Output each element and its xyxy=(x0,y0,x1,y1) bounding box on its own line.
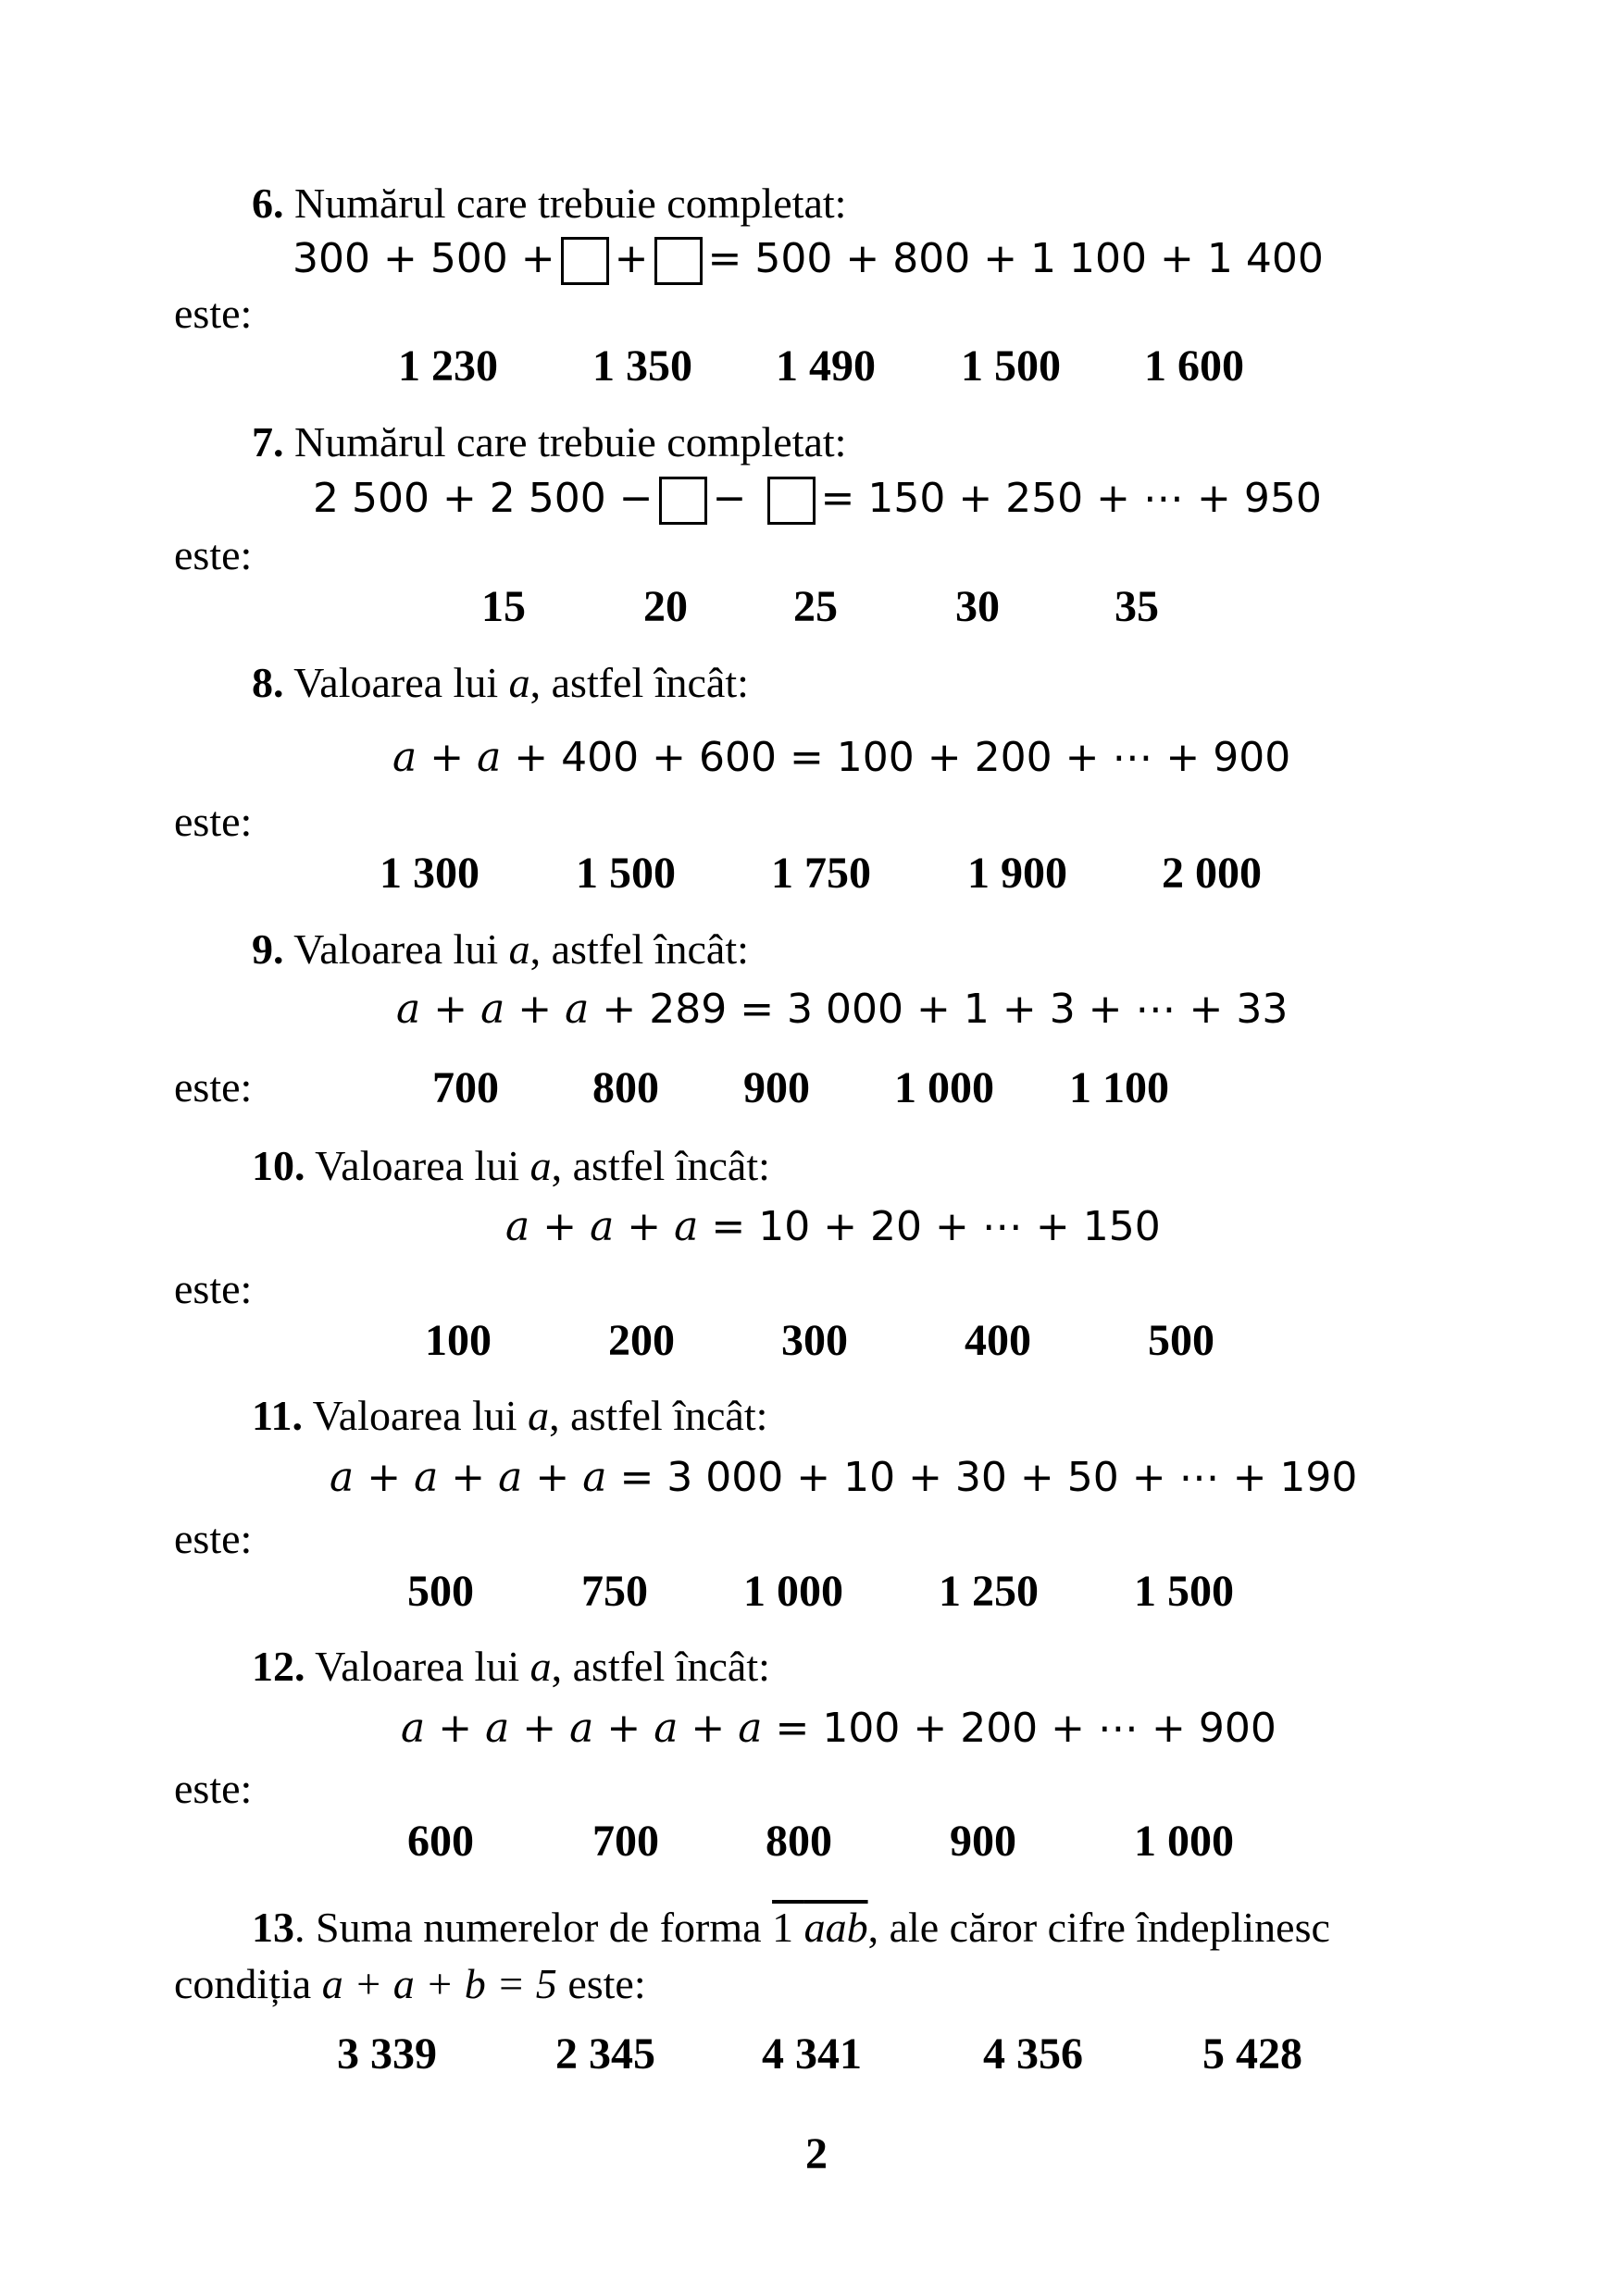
answer-option[interactable]: 1 500 xyxy=(1134,1567,1234,1616)
problem-7-equation: 2 500 + 2 500 − − = 150 + 250 + ⋯ + 950 xyxy=(313,477,1322,525)
answer-option[interactable]: 600 xyxy=(407,1817,474,1866)
answer-option[interactable]: 3 339 xyxy=(337,2029,437,2079)
answer-option[interactable]: 700 xyxy=(432,1063,499,1112)
problem-8-title: 8. Valoarea lui a, astfel încât: xyxy=(252,659,749,706)
problem-9-este: este: xyxy=(174,1063,253,1111)
problem-number: 12. xyxy=(252,1643,305,1690)
answer-option[interactable]: 1 350 xyxy=(592,341,692,391)
blank-box[interactable] xyxy=(659,477,707,525)
answer-option[interactable]: 300 xyxy=(781,1316,848,1365)
answer-option[interactable]: 35 xyxy=(1115,582,1159,631)
problem-number: 7. xyxy=(252,418,284,465)
problem-10-equation: a + a + a = 10 + 20 + ⋯ + 150 xyxy=(505,1203,1161,1250)
answer-option[interactable]: 750 xyxy=(581,1567,648,1616)
answer-option[interactable]: 1 300 xyxy=(380,849,479,898)
problem-number: 9. xyxy=(252,925,284,973)
answer-option[interactable]: 20 xyxy=(643,582,688,631)
problem-12-equation: a + a + a + a + a = 100 + 200 + ⋯ + 900 xyxy=(401,1705,1277,1752)
problem-13-title: 13. Suma numerelor de forma 1 aab, ale căror cifre îndeplinesc xyxy=(252,1904,1330,1951)
problem-number: 11. xyxy=(252,1392,303,1439)
answer-option[interactable]: 800 xyxy=(592,1063,659,1112)
answer-option[interactable]: 4 356 xyxy=(983,2029,1083,2079)
answer-option[interactable]: 1 250 xyxy=(939,1567,1039,1616)
answer-option[interactable]: 1 000 xyxy=(894,1063,994,1112)
problem-7-title xyxy=(252,418,847,465)
problem-12-este: este: xyxy=(174,1765,253,1812)
answer-option[interactable]: 1 000 xyxy=(1134,1817,1234,1866)
problem-6-title xyxy=(252,182,846,225)
problem-6-equation: 300 + 500 + + = 500 + 800 + 1 100 + 1 400 xyxy=(293,237,1324,285)
problem-number: 13 xyxy=(252,1904,294,1951)
problem-11-este: este: xyxy=(174,1515,253,1562)
answer-option[interactable]: 200 xyxy=(608,1316,675,1365)
answer-option[interactable]: 700 xyxy=(592,1817,659,1866)
answer-option[interactable]: 1 230 xyxy=(398,341,498,391)
answer-option[interactable]: 2 345 xyxy=(555,2029,655,2079)
problem-text: Numărul care trebuie completat: xyxy=(294,418,847,465)
problem-number: 6. xyxy=(252,180,284,227)
answer-option[interactable]: 25 xyxy=(793,582,838,631)
answer-option[interactable]: 1 500 xyxy=(576,849,676,898)
answer-option[interactable]: 100 xyxy=(425,1316,492,1365)
problem-11-title: 11. Valoarea lui a, astfel încât: xyxy=(252,1392,768,1439)
overlined-number: 1 aab xyxy=(772,1904,868,1951)
answer-option[interactable]: 1 000 xyxy=(743,1567,843,1616)
answer-option[interactable]: 1 600 xyxy=(1144,341,1244,391)
problem-12-title: 12. Valoarea lui a, astfel încât: xyxy=(252,1643,770,1690)
answer-option[interactable]: 1 490 xyxy=(776,341,876,391)
answer-option[interactable]: 2 000 xyxy=(1162,849,1262,898)
answer-option[interactable]: 1 500 xyxy=(961,341,1061,391)
answer-option[interactable]: 4 341 xyxy=(762,2029,862,2079)
blank-box[interactable] xyxy=(654,237,703,285)
answer-option[interactable]: 1 900 xyxy=(967,849,1067,898)
answer-option[interactable]: 500 xyxy=(1148,1316,1214,1365)
page-number: 2 xyxy=(805,2129,828,2178)
problem-9-equation: a + a + a + 289 = 3 000 + 1 + 3 + ⋯ + 33 xyxy=(396,986,1289,1033)
answer-option[interactable]: 500 xyxy=(407,1567,474,1616)
problem-text: Numărul care trebuie completat: xyxy=(294,180,847,227)
answer-option[interactable]: 1 100 xyxy=(1069,1063,1169,1112)
problem-13-line2: condiția a + a + b = 5 este: xyxy=(174,1960,646,2007)
problem-11-equation: a + a + a + a = 3 000 + 10 + 30 + 50 + ⋯ + 190 xyxy=(330,1454,1358,1501)
problem-6-este: este: xyxy=(174,290,253,337)
problem-7-este: este: xyxy=(174,531,253,578)
problem-8-este: este: xyxy=(174,798,253,845)
problem-number: 8. xyxy=(252,659,284,706)
answer-option[interactable]: 30 xyxy=(955,582,1000,631)
problem-8-equation: a + a + 400 + 600 = 100 + 200 + ⋯ + 900 xyxy=(392,734,1291,781)
answer-option[interactable]: 900 xyxy=(743,1063,810,1112)
answer-option[interactable]: 1 750 xyxy=(771,849,871,898)
blank-box[interactable] xyxy=(767,477,816,525)
answer-option[interactable]: 800 xyxy=(766,1817,832,1866)
answer-option[interactable]: 400 xyxy=(965,1316,1031,1365)
problem-10-title: 10. Valoarea lui a, astfel încât: xyxy=(252,1142,770,1189)
answer-option[interactable]: 15 xyxy=(481,582,526,631)
problem-10-este: este: xyxy=(174,1265,253,1312)
blank-box[interactable] xyxy=(561,237,609,285)
answer-option[interactable]: 900 xyxy=(950,1817,1016,1866)
answer-option[interactable]: 5 428 xyxy=(1202,2029,1302,2079)
problem-9-title: 9. Valoarea lui a, astfel încât: xyxy=(252,925,749,973)
problem-number: 10. xyxy=(252,1142,305,1189)
